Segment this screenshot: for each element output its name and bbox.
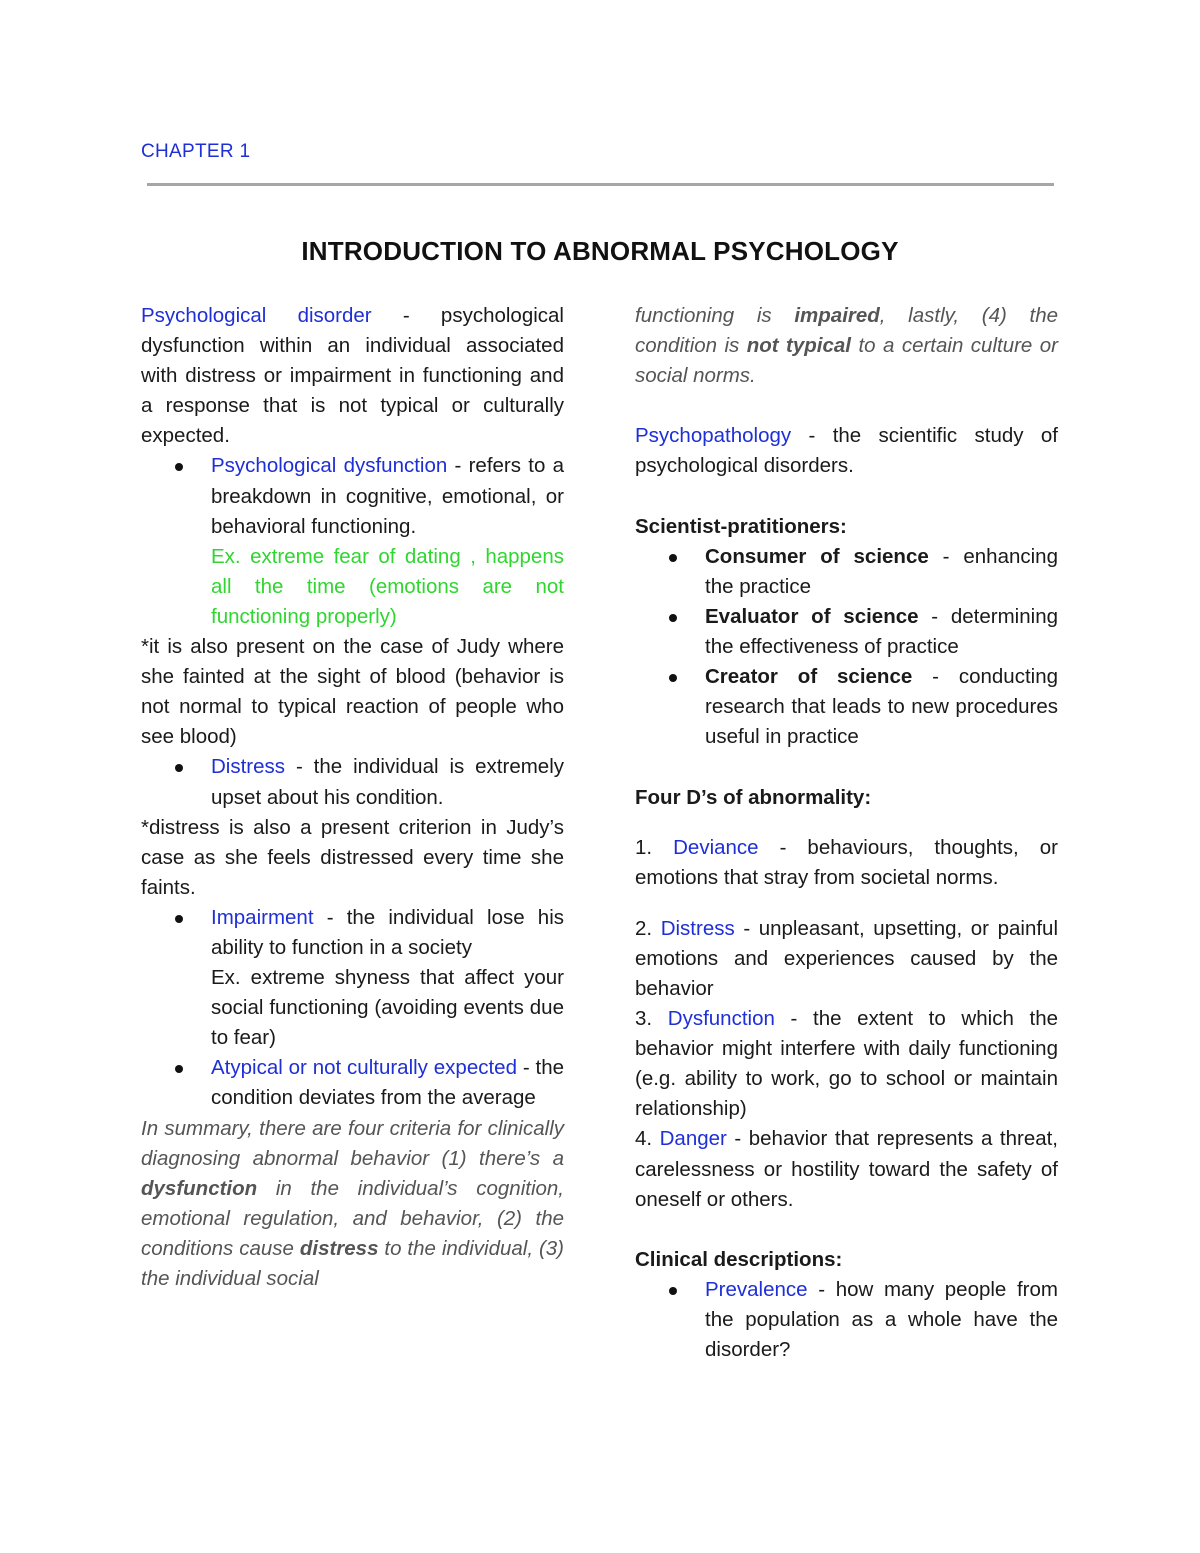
numbered-item xyxy=(635,914,1058,1004)
list-item xyxy=(635,542,1058,602)
summary-emphasis: not typical xyxy=(746,334,852,358)
item-number: 2. xyxy=(635,916,661,940)
summary-continued xyxy=(635,301,1058,391)
term: Distress xyxy=(211,755,286,779)
bullet-dot-icon xyxy=(669,674,677,682)
definition: - refers to a breakdown in cognitive, emotional, or behavioral functioning. xyxy=(211,454,564,538)
item-number: 4. xyxy=(635,1127,660,1151)
term: Deviance xyxy=(673,836,759,860)
numbered-item xyxy=(635,1004,1058,1124)
bullet-dot-icon xyxy=(669,554,677,562)
section-heading-four-ds: Four D’s of abnormality: xyxy=(635,785,872,809)
section-heading-scientist-practitioners: Scientist-pratitioners: xyxy=(635,514,847,538)
definition: - the extent to which the behavior might interfere with daily functioning (e.g. ability to work, go to school or maintain relationship) xyxy=(635,1007,1058,1121)
definition: - the individual lose his ability to function in a society xyxy=(211,905,564,959)
bullet-dot-icon xyxy=(175,915,183,923)
bullet-dot-icon xyxy=(669,614,677,622)
definition: - behavior that represents a threat, carelessness or hostility toward the safety of oneself or others. xyxy=(635,1127,1059,1211)
definition: - conducting research that leads to new procedures useful in practice xyxy=(705,665,1058,749)
definition: - unpleasant, upsetting, or painful emotions and experiences caused by the behavior xyxy=(635,916,1059,1000)
list-item xyxy=(635,602,1058,662)
definition: - determining the effectiveness of practice xyxy=(705,604,1058,659)
term: Prevalence xyxy=(705,1277,808,1301)
numbered-item xyxy=(635,1124,1058,1214)
definition: - the condition deviates from the average xyxy=(211,1056,564,1110)
bullet-dot-icon xyxy=(669,1287,677,1295)
note-judy-distress: *distress is also a present criterion in Judy’s case as she feels distressed every time she faints. xyxy=(141,815,564,899)
definition-psychological-disorder xyxy=(141,301,564,451)
example: Ex. extreme shyness that affect your social functioning (avoiding events due to fear) xyxy=(211,966,564,1050)
summary-emphasis: dysfunction xyxy=(141,1176,258,1200)
bullet-psychological-dysfunction xyxy=(141,451,564,632)
summary-text: , lastly, (4) the condition is xyxy=(635,304,1058,358)
summary-paragraph xyxy=(141,1114,564,1295)
term: Creator of science xyxy=(705,665,913,689)
item-number: 1. xyxy=(635,836,674,860)
item-number: 3. xyxy=(635,1007,668,1031)
term: Consumer of science xyxy=(705,544,929,568)
page-title: INTRODUCTION TO ABNORMAL PSYCHOLOGY xyxy=(301,236,899,266)
term: Atypical or not culturally expected xyxy=(211,1056,517,1080)
section-heading-clinical-descriptions: Clinical descriptions: xyxy=(635,1247,843,1271)
term: Psychopathology xyxy=(635,424,792,448)
bullet-distress xyxy=(141,752,564,812)
example: Ex. extreme fear of dating , happens all the time (emotions are not functioning properly) xyxy=(211,544,564,628)
term: Distress xyxy=(660,916,735,940)
definition: - the scientific study of psychological disorders. xyxy=(635,424,1058,478)
summary-text: functioning is xyxy=(635,304,795,327)
right-column xyxy=(635,301,1058,1365)
definition: - enhancing the practice xyxy=(705,544,1058,598)
left-column xyxy=(141,301,564,1294)
term: Psychological dysfunction xyxy=(211,454,448,478)
summary-text: in the individual’s cognition, emotional regulation, and behavior, (2) the conditions cause xyxy=(141,1176,564,1260)
term: Evaluator of science xyxy=(705,604,919,628)
summary-text: to a certain culture or social norms. xyxy=(635,334,1058,388)
bullet-atypical xyxy=(141,1053,564,1113)
definition: - psychological dysfunction within an individual associated with distress or impairment in functioning and a response that is not typical or culturally expected. xyxy=(141,304,564,448)
definition: - behaviours, thoughts, or emotions that stray from societal norms. xyxy=(635,836,1058,890)
note-judy-fainting: *it is also present on the case of Judy where she fainted at the sight of blood (behavior is not normal to typical reaction of people who see blood) xyxy=(141,635,564,749)
bullet-dot-icon xyxy=(175,1065,183,1073)
bullet-impairment xyxy=(141,903,564,1053)
definition: - the individual is extremely upset about his condition. xyxy=(211,755,564,809)
numbered-item xyxy=(635,833,1058,893)
bullet-dot-icon xyxy=(175,463,183,471)
term: Psychological disorder xyxy=(141,304,372,327)
summary-emphasis: distress xyxy=(299,1236,379,1260)
term: Danger xyxy=(659,1127,727,1151)
term: Dysfunction xyxy=(667,1007,775,1031)
definition-psychopathology xyxy=(635,421,1058,481)
definition: - how many people from the population as a whole have the disorder? xyxy=(705,1277,1058,1362)
list-item xyxy=(635,662,1058,752)
chapter-label: CHAPTER 1 xyxy=(141,141,251,162)
summary-text: In summary, there are four criteria for clinically diagnosing abnormal behavior (1) there’s a xyxy=(141,1116,564,1170)
horizontal-rule xyxy=(147,183,1054,186)
summary-emphasis: impaired xyxy=(794,304,880,327)
list-item xyxy=(635,1275,1058,1365)
summary-text: to the individual, (3) the individual social xyxy=(141,1236,564,1290)
bullet-dot-icon xyxy=(175,764,183,772)
term: Impairment xyxy=(211,905,314,929)
